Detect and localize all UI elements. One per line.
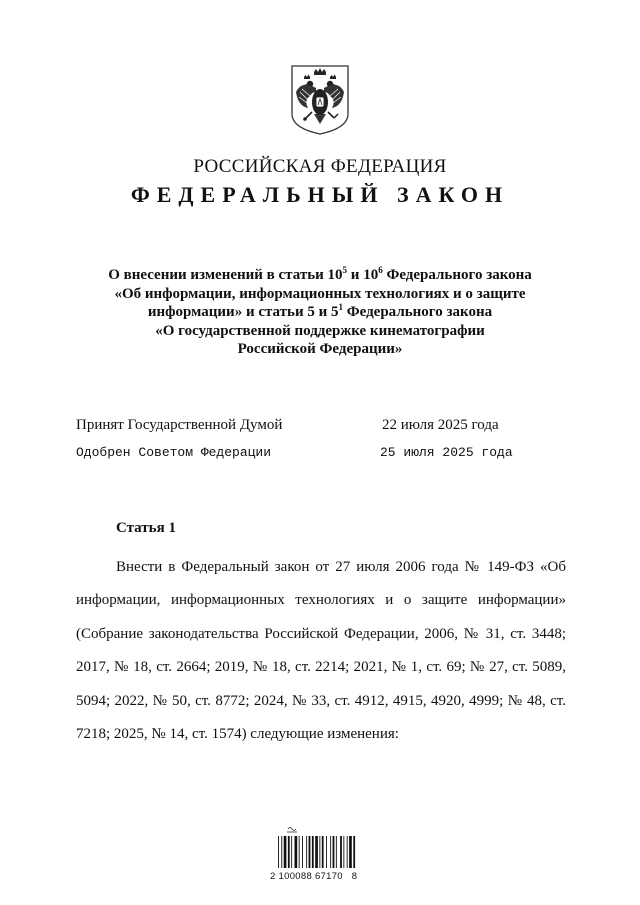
barcode-icon [268, 826, 368, 870]
title-line-1: О внесении изменений в статьи $10^5$ и $10^6$ Федерального закона [108, 265, 532, 283]
council-label: Одобрен Советом Федерации [76, 445, 272, 460]
country-name: РОССИЙСКАЯ ФЕДЕРАЦИЯ [193, 156, 447, 177]
duma-date: 22 июля 2025 года [382, 417, 499, 433]
title-line-5: Российской Федерации» [237, 341, 403, 357]
article-body [76, 551, 566, 751]
article-paragraph: Внести в Федеральный закон от 27 июля 2006 года № 149-ФЗ «Об информации, информационных технологиях и о защите информации» (Собрание законодательства Российской Федерации, 2006, № 31, ст. 3448; 2017, № 18, ст. 2664; 2019, № 18, ст. 2214; 2021, № 1, ст. 69; № 27, ст. 5089, 5094; 2022, № 50, ст. 8772; 2024, № 33, ст. 4912, 4915, 4920, 4999; № 48, ст. 7218; 2025, № 14, ст. 1574) следующие изменения: [76, 559, 566, 743]
duma-adoption-row [76, 417, 536, 434]
duma-label: Принят Государственной Думой [76, 417, 283, 433]
law-title [60, 266, 580, 359]
council-date: 25 июля 2025 года [380, 445, 513, 460]
title-line-2: «Об информации, информационных технологиях и о защите [114, 285, 526, 302]
document-type: ФЕДЕРАЛЬНЫЙ ЗАКОН [130, 182, 510, 207]
barcode-digits: 2 100088 67170 8 [270, 871, 358, 882]
council-approval-row [76, 445, 536, 460]
barcode [268, 826, 372, 882]
title-line-4: «О государственной поддержке кинематографии [155, 322, 485, 339]
russian-coat-of-arms-icon [288, 62, 352, 136]
article-heading: Статья 1 [116, 520, 176, 536]
title-line-3: информации» и статьи 5 и $5^1$ Федерального закона [147, 302, 493, 320]
